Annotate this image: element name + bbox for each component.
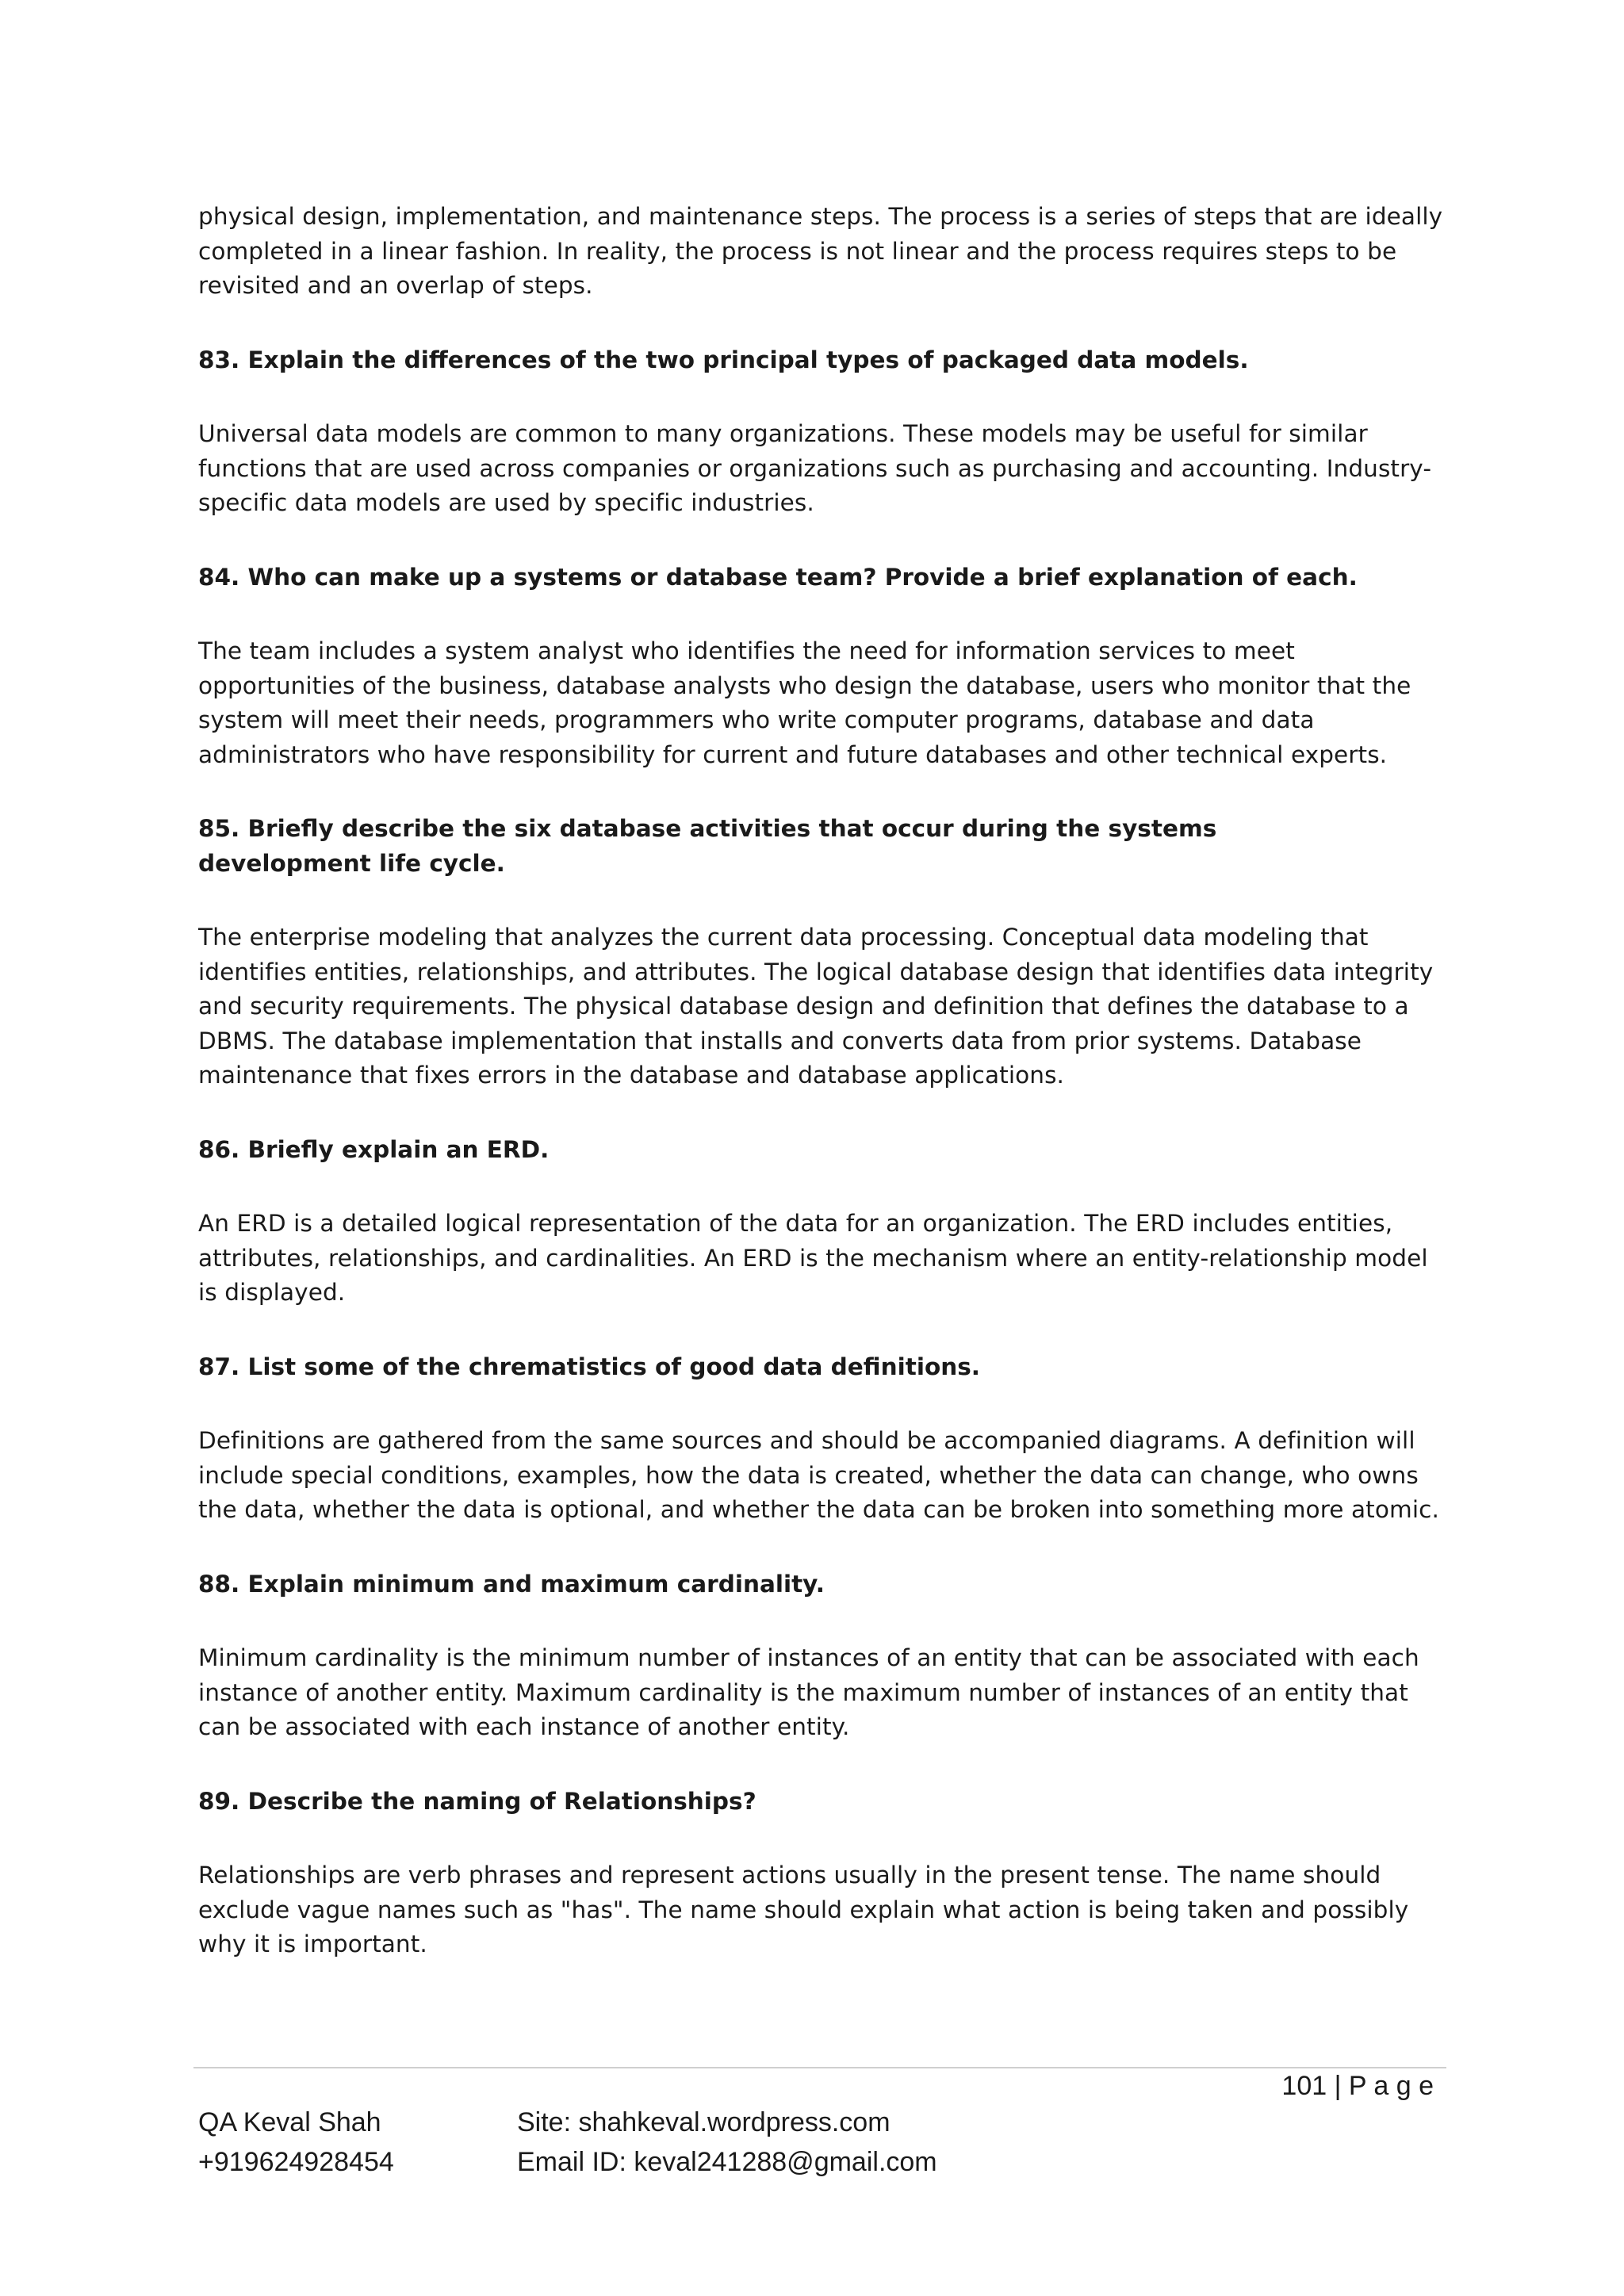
question-83: 83. Explain the differences of the two principal types of packaged data models. xyxy=(198,346,1249,373)
question-89: 89. Describe the naming of Relationships? xyxy=(198,1787,756,1815)
author-name: QA Keval Shah xyxy=(198,2107,381,2137)
answer-84: The team includes a system analyst who identifies the need for information services to meet opportunities of the business, database analysts who design the database, users who monitor that the system will meet their needs, programmers who write computer programs, database and data administrators who have responsibility for current and future databases and other technical experts. xyxy=(198,637,1411,768)
footer-divider xyxy=(193,2067,1446,2068)
answer-89: Relationships are verb phrases and represent actions usually in the present tense. The name should exclude vague names such as "has". The name should explain what action is being taken and possibly why it is important. xyxy=(198,1862,1409,1957)
page-content xyxy=(198,200,1451,1962)
footer-author-block xyxy=(198,2103,394,2182)
question-88: 88. Explain minimum and maximum cardinality. xyxy=(198,1570,825,1598)
site-link[interactable]: Site: shahkeval.wordpress.com xyxy=(517,2107,891,2137)
question-87: 87. List some of the chrematistics of good data definitions. xyxy=(198,1353,981,1380)
answer-85: The enterprise modeling that analyzes the current data processing. Conceptual data modeling that identifies entities, relationships, and attributes. The logical database design that identifies data integrity and security requirements. The physical database design and definition that defines the database to a DBMS. The database implementation that installs and converts data from prior systems. Database maintenance that fixes errors in the database and database applications. xyxy=(198,924,1434,1089)
question-84: 84. Who can make up a systems or database team? Provide a brief explanation of each. xyxy=(198,563,1358,591)
page-number: 101 | P a g e xyxy=(1281,2071,1434,2101)
author-phone: +919624928454 xyxy=(198,2147,394,2177)
answer-88: Minimum cardinality is the minimum number of instances of an entity that can be associated with each instance of another entity. Maximum cardinality is the maximum number of instances of an entity that can be associated with each instance of another entity. xyxy=(198,1644,1419,1740)
footer-contact-block xyxy=(517,2103,937,2182)
answer-83: Universal data models are common to many organizations. These models may be useful for similar functions that are used across companies or organizations such as purchasing and accounting. Industry-specific data models are used by specific industries. xyxy=(198,420,1432,516)
answer-86: An ERD is a detailed logical representation of the data for an organization. The ERD includes entities, attributes, relationships, and cardinalities. An ERD is the mechanism where an entity-relationship model is displayed. xyxy=(198,1210,1428,1306)
email-link[interactable]: Email ID: keval241288@gmail.com xyxy=(517,2147,937,2177)
question-85: 85. Briefly describe the six database activities that occur during the systems development life cycle. xyxy=(198,815,1217,877)
intro-paragraph: physical design, implementation, and maintenance steps. The process is a series of steps that are ideally completed in a linear fashion. In reality, the process is not linear and the process requires steps to be revisited and an overlap of steps. xyxy=(198,203,1443,299)
question-86: 86. Briefly explain an ERD. xyxy=(198,1135,550,1163)
answer-87: Definitions are gathered from the same sources and should be accompanied diagrams. A definition will include special conditions, examples, how the data is created, whether the data can change, who owns the data, whether the data is optional, and whether the data can be broken into something more atomic. xyxy=(198,1427,1439,1523)
